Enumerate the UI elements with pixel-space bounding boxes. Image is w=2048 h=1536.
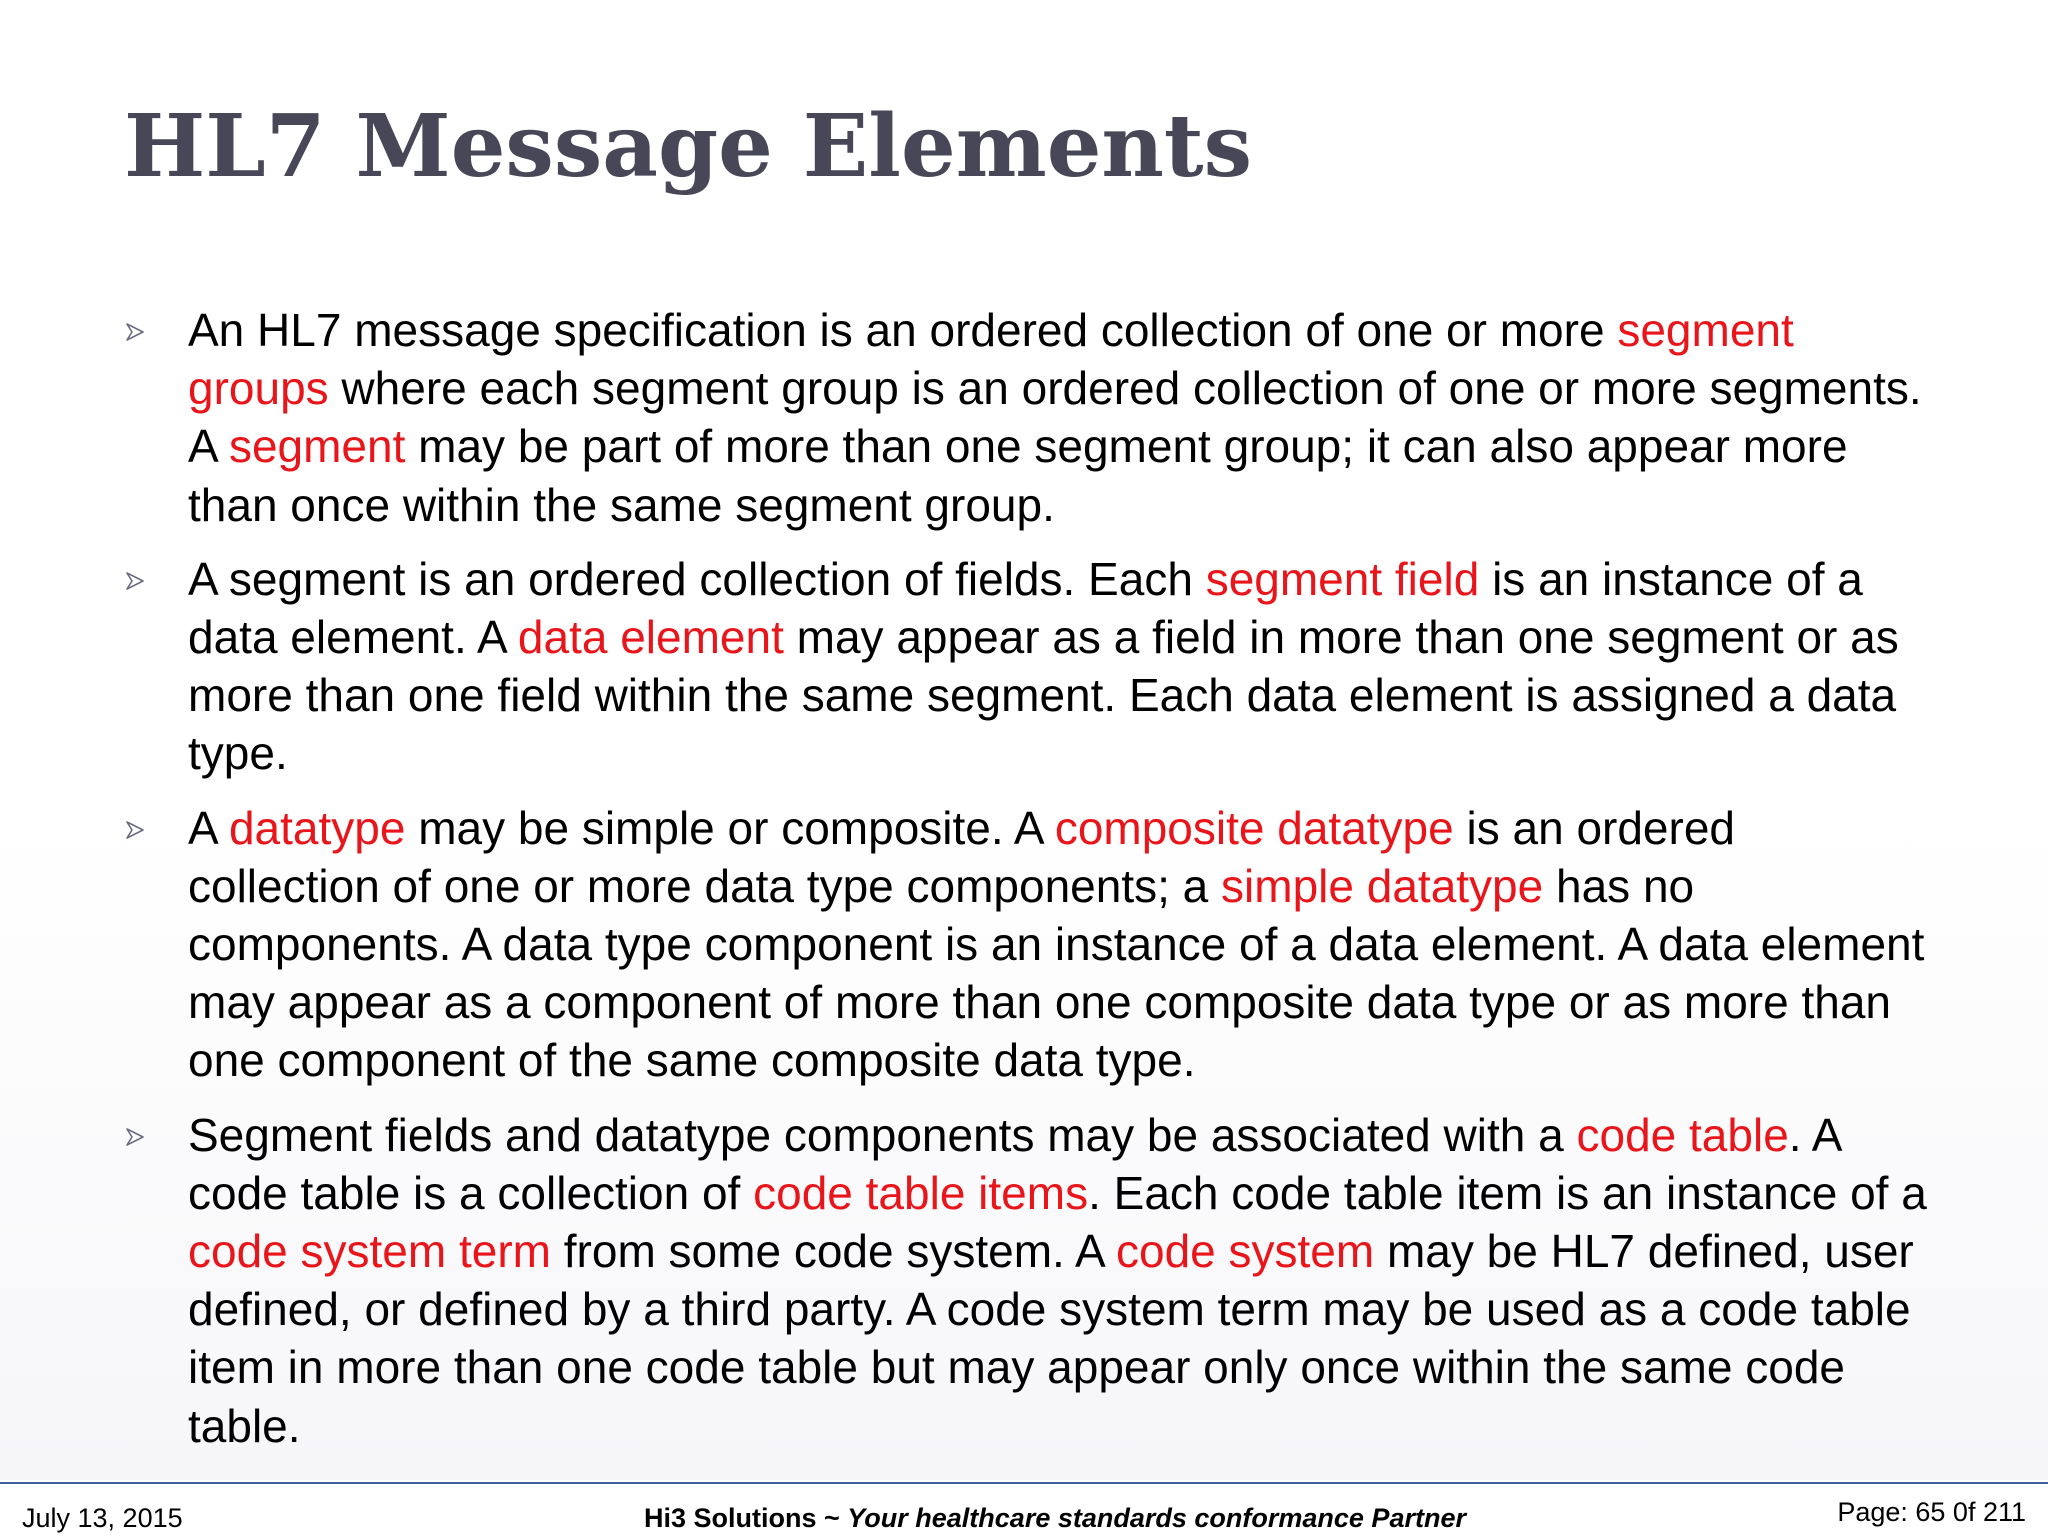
bullet-text-run: may be part of more than one segment group; it can also appear more than once within the same segment group. (188, 420, 1848, 531)
highlighted-term: segment field (1205, 552, 1480, 605)
bullet-text-run: is an instance of a data element. A (188, 552, 1863, 664)
slide-title: HL7 Message Elements (124, 96, 1253, 197)
bullet-text-run: A segment is an ordered collection of fields. Each (188, 552, 1206, 605)
arrow-bullet-icon (124, 570, 146, 592)
bullet-text-run: is an ordered collection of one or more data type components; a (188, 801, 1735, 912)
bullet-text-run: A (188, 801, 229, 854)
bullet-text-run: has no components. A data type component is an instance of a data element. A data element may appear as a component of more than one composite data type or as more than one component of the same composite data type. (188, 859, 1925, 1087)
bullet-text-run: . Each code table item is an instance of a (1088, 1166, 1927, 1219)
highlighted-term: code table items (753, 1166, 1089, 1219)
bullet-text (188, 553, 1899, 780)
bullet-list (0, 301, 2048, 1471)
bullet-text (188, 802, 1924, 1087)
arrow-bullet-icon (124, 1126, 146, 1148)
bullet-text-run: may appear as a field in more than one segment or as more than one field within the same segment. Each data element is assigned a data type. (188, 611, 1899, 780)
bullet-text-run: from some code system. A (551, 1225, 1116, 1278)
bullet-text-run: . A code table is a collection of (188, 1108, 1840, 1219)
footer-divider (0, 1482, 2048, 1484)
arrow-bullet-icon (124, 321, 146, 343)
highlighted-term: datatype (228, 801, 406, 854)
bullet-text (188, 1109, 1927, 1452)
footer-date: July 13, 2015 (22, 1503, 183, 1533)
footer-company: Hi3 Solutions ~ (644, 1503, 848, 1533)
bullet-text-run: Segment fields and datatype components may be associated with a (188, 1108, 1577, 1161)
highlighted-term: segment groups (188, 304, 1794, 415)
footer-tagline: Your healthcare standards conformance Partner (847, 1503, 1466, 1533)
bullet-item (0, 301, 1928, 534)
bullet-text-run: may be simple or composite. A (405, 801, 1055, 854)
bullet-item (0, 799, 1928, 1090)
page-number: Page: 65 0f 211 (1837, 1497, 2026, 1527)
highlighted-term: composite datatype (1054, 801, 1454, 854)
bullet-text-run: where each segment group is an ordered collection of one or more segments. A (188, 362, 1922, 473)
bullet-text-run: may be HL7 defined, user defined, or defined by a third party. A code system term may be used as a code table item in more than one code table but may appear only once within the same code table. (188, 1225, 1914, 1452)
highlighted-term: code table (1576, 1108, 1789, 1161)
bullet-item (0, 550, 1928, 783)
bullet-item (0, 1106, 1928, 1455)
highlighted-term: data element (517, 611, 784, 664)
highlighted-term: simple datatype (1221, 859, 1544, 912)
highlighted-term: code system (1115, 1225, 1375, 1278)
highlighted-term: code system term (188, 1225, 551, 1278)
arrow-bullet-icon (124, 819, 146, 841)
highlighted-term: segment (228, 420, 406, 473)
bullet-text (188, 304, 1922, 531)
bullet-text-run: An HL7 message specification is an ordered collection of one or more (188, 304, 1618, 356)
footer-company-line (644, 1502, 1466, 1534)
